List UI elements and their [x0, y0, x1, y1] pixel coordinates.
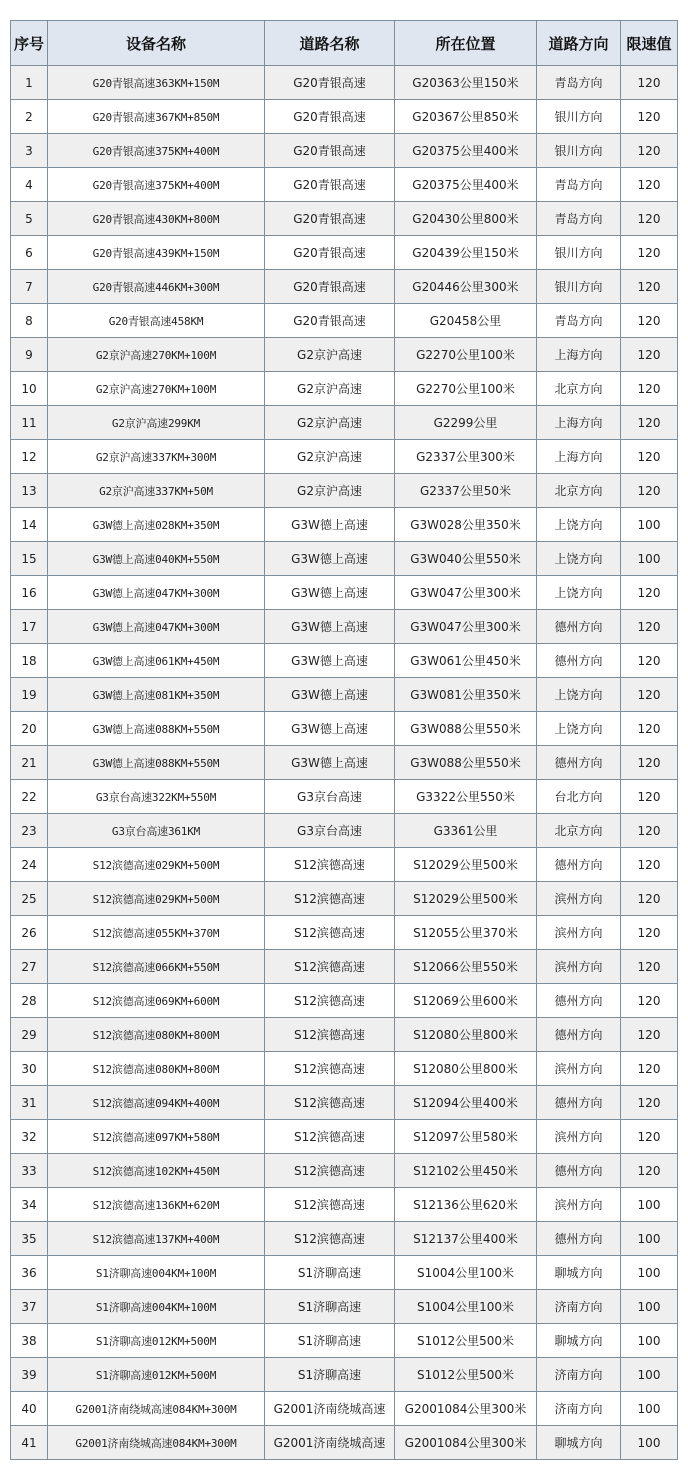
- cell-index: 1: [11, 66, 48, 100]
- cell-speed-limit: 120: [621, 916, 678, 950]
- header-index: 序号: [11, 21, 48, 66]
- cell-index: 13: [11, 474, 48, 508]
- cell-speed-limit: 120: [621, 338, 678, 372]
- cell-direction: 聊城方向: [537, 1426, 621, 1460]
- cell-direction: 银川方向: [537, 100, 621, 134]
- cell-device-name: G3W德上高速061KM+450M: [48, 644, 265, 678]
- table-row: [11, 134, 678, 168]
- cell-location: G20446公里300米: [395, 270, 537, 304]
- table-row: [11, 1188, 678, 1222]
- cell-device-name: S1济聊高速012KM+500M: [48, 1324, 265, 1358]
- cell-location: S12080公里800米: [395, 1052, 537, 1086]
- cell-speed-limit: 120: [621, 1086, 678, 1120]
- table-row: [11, 1120, 678, 1154]
- cell-location: G20375公里400米: [395, 134, 537, 168]
- cell-direction: 济南方向: [537, 1392, 621, 1426]
- header-row: [11, 21, 678, 66]
- cell-index: 25: [11, 882, 48, 916]
- cell-device-name: G20青银高速439KM+150M: [48, 236, 265, 270]
- cell-index: 29: [11, 1018, 48, 1052]
- table-row: [11, 406, 678, 440]
- cell-location: G3W081公里350米: [395, 678, 537, 712]
- cell-index: 12: [11, 440, 48, 474]
- cell-road-name: G20青银高速: [265, 66, 395, 100]
- cell-index: 27: [11, 950, 48, 984]
- cell-direction: 滨州方向: [537, 1052, 621, 1086]
- cell-device-name: S12滨德高速097KM+580M: [48, 1120, 265, 1154]
- cell-location: G3W047公里300米: [395, 576, 537, 610]
- cell-road-name: G3W德上高速: [265, 746, 395, 780]
- cell-direction: 德州方向: [537, 1018, 621, 1052]
- cell-direction: 青岛方向: [537, 168, 621, 202]
- cell-direction: 青岛方向: [537, 202, 621, 236]
- cell-road-name: S12滨德高速: [265, 984, 395, 1018]
- table-row: [11, 474, 678, 508]
- cell-location: S12102公里450米: [395, 1154, 537, 1188]
- table-row: [11, 372, 678, 406]
- cell-direction: 上饶方向: [537, 542, 621, 576]
- cell-direction: 德州方向: [537, 1222, 621, 1256]
- table-row: [11, 270, 678, 304]
- cell-road-name: S12滨德高速: [265, 1086, 395, 1120]
- cell-index: 33: [11, 1154, 48, 1188]
- cell-location: G20458公里: [395, 304, 537, 338]
- cell-index: 9: [11, 338, 48, 372]
- cell-index: 14: [11, 508, 48, 542]
- table-row: [11, 780, 678, 814]
- cell-road-name: S12滨德高速: [265, 1120, 395, 1154]
- table-row: [11, 542, 678, 576]
- cell-index: 5: [11, 202, 48, 236]
- table-body: [11, 66, 678, 1460]
- cell-speed-limit: 120: [621, 848, 678, 882]
- cell-speed-limit: 120: [621, 440, 678, 474]
- cell-speed-limit: 120: [621, 270, 678, 304]
- cell-index: 8: [11, 304, 48, 338]
- cell-direction: 聊城方向: [537, 1324, 621, 1358]
- cell-device-name: G3W德上高速081KM+350M: [48, 678, 265, 712]
- cell-device-name: G3W德上高速047KM+300M: [48, 610, 265, 644]
- cell-direction: 北京方向: [537, 372, 621, 406]
- cell-device-name: G20青银高速367KM+850M: [48, 100, 265, 134]
- table-row: [11, 576, 678, 610]
- table-row: [11, 1222, 678, 1256]
- cell-index: 28: [11, 984, 48, 1018]
- cell-location: G3W040公里550米: [395, 542, 537, 576]
- cell-direction: 北京方向: [537, 474, 621, 508]
- cell-direction: 滨州方向: [537, 950, 621, 984]
- cell-speed-limit: 120: [621, 372, 678, 406]
- cell-direction: 上海方向: [537, 440, 621, 474]
- table-row: [11, 984, 678, 1018]
- cell-road-name: G20青银高速: [265, 100, 395, 134]
- cell-road-name: G20青银高速: [265, 168, 395, 202]
- cell-speed-limit: 100: [621, 1290, 678, 1324]
- cell-speed-limit: 120: [621, 712, 678, 746]
- cell-location: G2001084公里300米: [395, 1426, 537, 1460]
- cell-location: G3W088公里550米: [395, 746, 537, 780]
- cell-index: 30: [11, 1052, 48, 1086]
- cell-road-name: G3W德上高速: [265, 644, 395, 678]
- table-row: [11, 1256, 678, 1290]
- cell-road-name: G3京台高速: [265, 814, 395, 848]
- cell-speed-limit: 100: [621, 1188, 678, 1222]
- cell-road-name: G3W德上高速: [265, 508, 395, 542]
- cell-direction: 青岛方向: [537, 304, 621, 338]
- cell-road-name: S12滨德高速: [265, 916, 395, 950]
- cell-location: G2337公里50米: [395, 474, 537, 508]
- cell-location: S1012公里500米: [395, 1324, 537, 1358]
- cell-device-name: G20青银高速430KM+800M: [48, 202, 265, 236]
- table-row: [11, 440, 678, 474]
- cell-road-name: G3W德上高速: [265, 542, 395, 576]
- cell-speed-limit: 100: [621, 1426, 678, 1460]
- cell-index: 22: [11, 780, 48, 814]
- cell-speed-limit: 120: [621, 678, 678, 712]
- cell-speed-limit: 100: [621, 1392, 678, 1426]
- table-row: [11, 644, 678, 678]
- cell-index: 10: [11, 372, 48, 406]
- table-row: [11, 202, 678, 236]
- cell-direction: 台北方向: [537, 780, 621, 814]
- cell-direction: 上饶方向: [537, 576, 621, 610]
- cell-index: 31: [11, 1086, 48, 1120]
- cell-location: G3361公里: [395, 814, 537, 848]
- header-location: 所在位置: [395, 21, 537, 66]
- cell-direction: 德州方向: [537, 746, 621, 780]
- cell-road-name: S12滨德高速: [265, 950, 395, 984]
- table-row: [11, 848, 678, 882]
- cell-device-name: S12滨德高速080KM+800M: [48, 1052, 265, 1086]
- cell-speed-limit: 120: [621, 576, 678, 610]
- cell-direction: 银川方向: [537, 134, 621, 168]
- table-row: [11, 304, 678, 338]
- cell-speed-limit: 120: [621, 882, 678, 916]
- cell-device-name: S12滨德高速029KM+500M: [48, 882, 265, 916]
- cell-device-name: G3W德上高速047KM+300M: [48, 576, 265, 610]
- cell-road-name: G20青银高速: [265, 134, 395, 168]
- cell-direction: 滨州方向: [537, 916, 621, 950]
- cell-direction: 济南方向: [537, 1358, 621, 1392]
- cell-road-name: G2001济南绕城高速: [265, 1426, 395, 1460]
- cell-speed-limit: 120: [621, 644, 678, 678]
- cell-speed-limit: 100: [621, 542, 678, 576]
- cell-location: S12080公里800米: [395, 1018, 537, 1052]
- cell-index: 24: [11, 848, 48, 882]
- cell-location: G20430公里800米: [395, 202, 537, 236]
- cell-location: G2270公里100米: [395, 338, 537, 372]
- cell-device-name: G3京台高速322KM+550M: [48, 780, 265, 814]
- cell-road-name: S12滨德高速: [265, 1018, 395, 1052]
- cell-index: 15: [11, 542, 48, 576]
- cell-speed-limit: 100: [621, 1358, 678, 1392]
- cell-road-name: G2京沪高速: [265, 474, 395, 508]
- cell-device-name: G2京沪高速337KM+50M: [48, 474, 265, 508]
- cell-location: S1004公里100米: [395, 1290, 537, 1324]
- cell-road-name: G2京沪高速: [265, 372, 395, 406]
- cell-location: G20367公里850米: [395, 100, 537, 134]
- cell-device-name: S1济聊高速012KM+500M: [48, 1358, 265, 1392]
- cell-device-name: G20青银高速458KM: [48, 304, 265, 338]
- cell-index: 4: [11, 168, 48, 202]
- cell-location: G2001084公里300米: [395, 1392, 537, 1426]
- cell-speed-limit: 120: [621, 984, 678, 1018]
- table-row: [11, 1290, 678, 1324]
- cell-road-name: G3W德上高速: [265, 610, 395, 644]
- table-row: [11, 1324, 678, 1358]
- cell-road-name: S12滨德高速: [265, 882, 395, 916]
- cell-road-name: G2京沪高速: [265, 440, 395, 474]
- cell-device-name: G20青银高速375KM+400M: [48, 168, 265, 202]
- table-row: [11, 1154, 678, 1188]
- cell-direction: 聊城方向: [537, 1256, 621, 1290]
- cell-road-name: S1济聊高速: [265, 1290, 395, 1324]
- speed-camera-table: [10, 20, 678, 1460]
- cell-location: G2270公里100米: [395, 372, 537, 406]
- cell-speed-limit: 100: [621, 1222, 678, 1256]
- header-direction: 道路方向: [537, 21, 621, 66]
- cell-road-name: S1济聊高速: [265, 1256, 395, 1290]
- cell-location: S12137公里400米: [395, 1222, 537, 1256]
- cell-direction: 青岛方向: [537, 66, 621, 100]
- cell-index: 36: [11, 1256, 48, 1290]
- cell-road-name: S12滨德高速: [265, 1222, 395, 1256]
- cell-location: G2337公里300米: [395, 440, 537, 474]
- cell-device-name: G3W德上高速088KM+550M: [48, 712, 265, 746]
- cell-road-name: G20青银高速: [265, 202, 395, 236]
- cell-location: S12069公里600米: [395, 984, 537, 1018]
- table-row: [11, 66, 678, 100]
- cell-speed-limit: 120: [621, 474, 678, 508]
- cell-road-name: S1济聊高速: [265, 1358, 395, 1392]
- cell-device-name: G2京沪高速270KM+100M: [48, 372, 265, 406]
- cell-speed-limit: 120: [621, 780, 678, 814]
- cell-device-name: G20青银高速363KM+150M: [48, 66, 265, 100]
- cell-location: G3W061公里450米: [395, 644, 537, 678]
- cell-location: S12066公里550米: [395, 950, 537, 984]
- cell-direction: 北京方向: [537, 814, 621, 848]
- cell-device-name: S12滨德高速102KM+450M: [48, 1154, 265, 1188]
- table-row: [11, 712, 678, 746]
- cell-device-name: G2001济南绕城高速084KM+300M: [48, 1392, 265, 1426]
- cell-direction: 上饶方向: [537, 712, 621, 746]
- cell-location: G3W028公里350米: [395, 508, 537, 542]
- cell-device-name: G3W德上高速028KM+350M: [48, 508, 265, 542]
- table-row: [11, 882, 678, 916]
- cell-index: 6: [11, 236, 48, 270]
- cell-speed-limit: 120: [621, 1120, 678, 1154]
- cell-direction: 银川方向: [537, 236, 621, 270]
- cell-location: G20363公里150米: [395, 66, 537, 100]
- cell-direction: 上饶方向: [537, 678, 621, 712]
- cell-index: 39: [11, 1358, 48, 1392]
- table-row: [11, 508, 678, 542]
- cell-location: G3W047公里300米: [395, 610, 537, 644]
- cell-device-name: G2京沪高速299KM: [48, 406, 265, 440]
- cell-index: 21: [11, 746, 48, 780]
- cell-speed-limit: 120: [621, 406, 678, 440]
- cell-index: 7: [11, 270, 48, 304]
- cell-index: 18: [11, 644, 48, 678]
- cell-direction: 德州方向: [537, 644, 621, 678]
- cell-device-name: G3W德上高速040KM+550M: [48, 542, 265, 576]
- cell-direction: 德州方向: [537, 1154, 621, 1188]
- table-row: [11, 1426, 678, 1460]
- cell-index: 41: [11, 1426, 48, 1460]
- cell-index: 40: [11, 1392, 48, 1426]
- cell-device-name: S12滨德高速069KM+600M: [48, 984, 265, 1018]
- cell-device-name: S1济聊高速004KM+100M: [48, 1290, 265, 1324]
- cell-device-name: S12滨德高速080KM+800M: [48, 1018, 265, 1052]
- cell-location: S12055公里370米: [395, 916, 537, 950]
- cell-speed-limit: 120: [621, 236, 678, 270]
- cell-device-name: G20青银高速375KM+400M: [48, 134, 265, 168]
- cell-speed-limit: 120: [621, 66, 678, 100]
- table-row: [11, 1086, 678, 1120]
- cell-location: G20439公里150米: [395, 236, 537, 270]
- cell-speed-limit: 120: [621, 1018, 678, 1052]
- cell-location: S12136公里620米: [395, 1188, 537, 1222]
- cell-device-name: S12滨德高速137KM+400M: [48, 1222, 265, 1256]
- cell-road-name: G3京台高速: [265, 780, 395, 814]
- cell-direction: 上饶方向: [537, 508, 621, 542]
- cell-direction: 德州方向: [537, 984, 621, 1018]
- cell-road-name: S1济聊高速: [265, 1324, 395, 1358]
- cell-location: S12029公里500米: [395, 882, 537, 916]
- cell-index: 26: [11, 916, 48, 950]
- cell-road-name: S12滨德高速: [265, 1154, 395, 1188]
- cell-speed-limit: 100: [621, 1256, 678, 1290]
- cell-location: G3322公里550米: [395, 780, 537, 814]
- cell-location: S1012公里500米: [395, 1358, 537, 1392]
- speed-camera-table-container: [10, 20, 678, 1460]
- cell-index: 32: [11, 1120, 48, 1154]
- header-speed-limit: 限速值: [621, 21, 678, 66]
- cell-location: G20375公里400米: [395, 168, 537, 202]
- cell-direction: 银川方向: [537, 270, 621, 304]
- table-row: [11, 338, 678, 372]
- cell-road-name: S12滨德高速: [265, 1188, 395, 1222]
- table-header: [11, 21, 678, 66]
- table-row: [11, 1358, 678, 1392]
- cell-index: 2: [11, 100, 48, 134]
- table-row: [11, 1018, 678, 1052]
- cell-index: 11: [11, 406, 48, 440]
- cell-road-name: G3W德上高速: [265, 678, 395, 712]
- cell-direction: 济南方向: [537, 1290, 621, 1324]
- cell-speed-limit: 120: [621, 1052, 678, 1086]
- cell-index: 19: [11, 678, 48, 712]
- cell-location: G2299公里: [395, 406, 537, 440]
- table-row: [11, 168, 678, 202]
- cell-speed-limit: 120: [621, 610, 678, 644]
- cell-direction: 德州方向: [537, 610, 621, 644]
- table-row: [11, 236, 678, 270]
- table-row: [11, 746, 678, 780]
- table-row: [11, 610, 678, 644]
- cell-index: 23: [11, 814, 48, 848]
- cell-speed-limit: 120: [621, 168, 678, 202]
- cell-device-name: S12滨德高速066KM+550M: [48, 950, 265, 984]
- table-row: [11, 100, 678, 134]
- cell-direction: 德州方向: [537, 848, 621, 882]
- cell-index: 16: [11, 576, 48, 610]
- cell-device-name: S1济聊高速004KM+100M: [48, 1256, 265, 1290]
- cell-speed-limit: 120: [621, 746, 678, 780]
- cell-index: 3: [11, 134, 48, 168]
- table-row: [11, 916, 678, 950]
- cell-device-name: G2京沪高速270KM+100M: [48, 338, 265, 372]
- cell-device-name: S12滨德高速136KM+620M: [48, 1188, 265, 1222]
- cell-road-name: G2京沪高速: [265, 406, 395, 440]
- table-row: [11, 814, 678, 848]
- cell-direction: 滨州方向: [537, 1120, 621, 1154]
- cell-speed-limit: 120: [621, 202, 678, 236]
- cell-speed-limit: 120: [621, 950, 678, 984]
- cell-direction: 上海方向: [537, 338, 621, 372]
- cell-road-name: G20青银高速: [265, 270, 395, 304]
- cell-speed-limit: 100: [621, 1324, 678, 1358]
- cell-speed-limit: 120: [621, 814, 678, 848]
- cell-device-name: G20青银高速446KM+300M: [48, 270, 265, 304]
- cell-device-name: G2京沪高速337KM+300M: [48, 440, 265, 474]
- cell-device-name: S12滨德高速055KM+370M: [48, 916, 265, 950]
- cell-road-name: G20青银高速: [265, 236, 395, 270]
- cell-direction: 德州方向: [537, 1086, 621, 1120]
- cell-speed-limit: 120: [621, 134, 678, 168]
- cell-direction: 滨州方向: [537, 882, 621, 916]
- cell-location: S1004公里100米: [395, 1256, 537, 1290]
- cell-device-name: G2001济南绕城高速084KM+300M: [48, 1426, 265, 1460]
- cell-speed-limit: 120: [621, 100, 678, 134]
- cell-index: 17: [11, 610, 48, 644]
- cell-speed-limit: 120: [621, 304, 678, 338]
- cell-index: 20: [11, 712, 48, 746]
- cell-speed-limit: 120: [621, 1154, 678, 1188]
- cell-location: G3W088公里550米: [395, 712, 537, 746]
- header-road-name: 道路名称: [265, 21, 395, 66]
- cell-location: S12094公里400米: [395, 1086, 537, 1120]
- cell-road-name: G20青银高速: [265, 304, 395, 338]
- table-row: [11, 1052, 678, 1086]
- cell-index: 35: [11, 1222, 48, 1256]
- cell-index: 37: [11, 1290, 48, 1324]
- cell-index: 38: [11, 1324, 48, 1358]
- cell-device-name: G3京台高速361KM: [48, 814, 265, 848]
- cell-road-name: G2京沪高速: [265, 338, 395, 372]
- table-row: [11, 1392, 678, 1426]
- cell-direction: 滨州方向: [537, 1188, 621, 1222]
- cell-device-name: G3W德上高速088KM+550M: [48, 746, 265, 780]
- cell-road-name: G2001济南绕城高速: [265, 1392, 395, 1426]
- cell-device-name: S12滨德高速094KM+400M: [48, 1086, 265, 1120]
- header-device-name: 设备名称: [48, 21, 265, 66]
- cell-road-name: S12滨德高速: [265, 848, 395, 882]
- cell-road-name: G3W德上高速: [265, 576, 395, 610]
- cell-speed-limit: 100: [621, 508, 678, 542]
- table-row: [11, 678, 678, 712]
- cell-device-name: S12滨德高速029KM+500M: [48, 848, 265, 882]
- cell-location: S12029公里500米: [395, 848, 537, 882]
- cell-index: 34: [11, 1188, 48, 1222]
- cell-direction: 上海方向: [537, 406, 621, 440]
- cell-location: S12097公里580米: [395, 1120, 537, 1154]
- table-row: [11, 950, 678, 984]
- cell-road-name: S12滨德高速: [265, 1052, 395, 1086]
- cell-road-name: G3W德上高速: [265, 712, 395, 746]
